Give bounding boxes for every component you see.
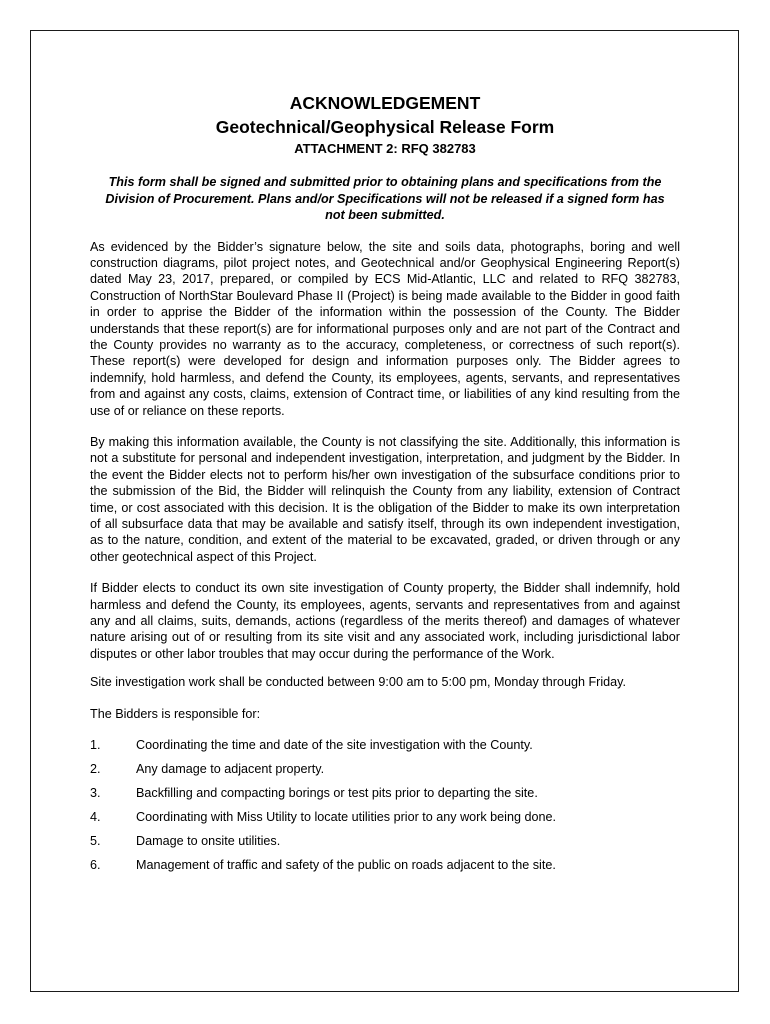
- paragraph-site-classification: By making this information available, the County is not classifying the site. Additionally, this information is not a substitute for personal and independent investigation, interpretation, and judgment by the Bidder. In the event the Bidder elects not to perform his/her own investigation of the subsurface conditions prior to the submission of the Bid, the Bidder will relinquish the County from any liability, extension of Contract time, or cost associated with this decision. It is the obligation of the Bidder to make its own interpretation of all subsurface data that may be available and satisfy itself, through its own independent investigation, as to the nature, condition, and extent of the material to be excavated, graded, or driven through or any other geotechnical aspect of this Project.: [90, 434, 680, 564]
- responsibility-list: [90, 737, 680, 873]
- list-item-number: 4.: [90, 810, 101, 825]
- list-item-number: 1.: [90, 738, 101, 753]
- document-body: [90, 93, 680, 881]
- submission-notice: This form shall be signed and submitted prior to obtaining plans and specifications from the Division of Procurement. Plans and/or Specifications will not be released if a signed form has not been submitted.: [105, 175, 665, 222]
- paragraph-responsibility-intro: The Bidders is responsible for:: [90, 706, 261, 721]
- list-item: [90, 785, 680, 801]
- form-title: Geotechnical/Geophysical Release Form: [215, 117, 555, 137]
- paragraph-reports: As evidenced by the Bidder’s signature below, the site and soils data, photographs, boring and well construction diagrams, pilot project notes, and Geotechnical and/or Geophysical Engineering Report(s) dated May 23, 2017, prepared, or compiled by ECS Mid-Atlantic, LLC and related to RFQ 382783, Construction of NorthStar Boulevard Phase II (Project) is being made available to the Bidder in good faith in order to apprise the Bidder of the information within the possession of the County. The Bidder understands that these report(s) are for informational purposes only and are not part of the Contract and the County provides no warranty as to the accuracy, completeness, or correctness of such report(s). These report(s) were developed for design and information purposes only. The Bidder agrees to indemnify, hold harmless, and defend the County, its employees, agents, servants, and representatives from and against any costs, claims, extension of Contract time, or liabilities of any kind resulting from the use of or reliance on these reports.: [90, 239, 680, 418]
- list-item: [90, 737, 680, 753]
- paragraph-indemnification: If Bidder elects to conduct its own site investigation of County property, the Bidder shall indemnify, hold harmless and defend the County, its employees, agents, servants and representatives from and against any and all claims, suits, demands, actions (regardless of the merits thereof) and damages of whatever nature arising out of or resulting from its site visit and any associated work, including jurisdictional labor disputes or other labor troubles that may occur during the performance of the Work.: [90, 581, 680, 661]
- list-item-number: 2.: [90, 762, 101, 777]
- list-item: [90, 809, 680, 825]
- list-item-number: 6.: [90, 858, 101, 873]
- list-item: [90, 857, 680, 873]
- list-item-text: Backfilling and compacting borings or test pits prior to departing the site.: [136, 786, 538, 801]
- list-item-number: 5.: [90, 834, 101, 849]
- list-item: [90, 833, 680, 849]
- list-item: [90, 761, 680, 777]
- attachment-label: ATTACHMENT 2: RFQ 382783: [294, 141, 476, 156]
- list-item-text: Damage to onsite utilities.: [136, 834, 281, 849]
- list-item-text: Any damage to adjacent property.: [136, 762, 325, 777]
- paragraph-work-hours: Site investigation work shall be conducted between 9:00 am to 5:00 pm, Monday through Friday.: [90, 675, 627, 690]
- document-title: ACKNOWLEDGEMENT: [289, 93, 481, 113]
- list-item-number: 3.: [90, 786, 101, 801]
- list-item-text: Management of traffic and safety of the public on roads adjacent to the site.: [136, 858, 556, 873]
- list-item-text: Coordinating with Miss Utility to locate utilities prior to any work being done.: [136, 810, 556, 825]
- list-item-text: Coordinating the time and date of the site investigation with the County.: [136, 738, 533, 753]
